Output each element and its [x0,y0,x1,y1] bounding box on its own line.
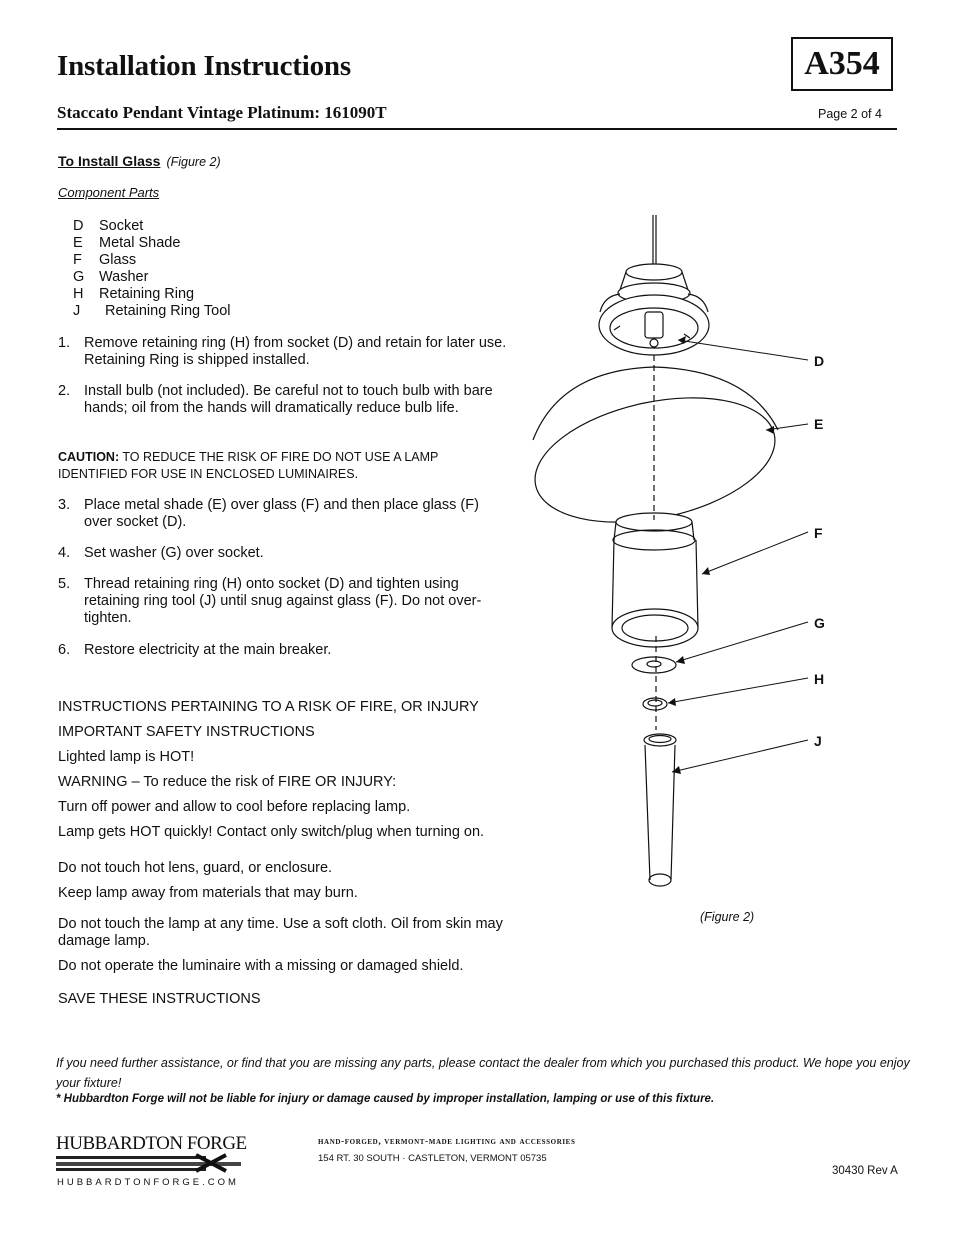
figure-label-j: J [814,733,822,749]
hubbardton-forge-logo [56,1134,248,1174]
washer-part [632,657,676,673]
leader-line-d [678,340,808,360]
document-code: A354 [804,45,880,82]
figure-label-h: H [814,671,825,687]
section-figure-ref: (Figure 2) [166,155,221,169]
safety-line: Lighted lamp is HOT! [58,749,195,765]
safety-line: Do not touch hot lens, guard, or enclosure. [58,860,333,876]
assistance-note: If you need further assistance, or find that you are missing any parts, please contact the dealer from which you purchased this product. We hope you enjoy your fixture! [56,1056,910,1090]
safety-line: INSTRUCTIONS PERTAINING TO A RISK OF FIRE, OR INJURY [58,699,479,715]
socket-part [599,264,709,355]
component-item: H Retaining Ring [73,286,195,302]
safety-line: Do not operate the luminaire with a missing or damaged shield. [58,958,464,974]
brand-name: HUBBARDTON FORGE [56,1133,247,1154]
figure-label-d: D [814,353,825,369]
safety-line: Lamp gets HOT quickly! Contact only switch/plug when turning on. [58,824,485,840]
caution-note [58,449,508,483]
component-item: D Socket [73,218,144,234]
leader-line-j [672,740,808,772]
safety-line: WARNING – To reduce the risk of FIRE OR INJURY: [58,774,397,790]
instruction-step: 3. Place metal shade (E) over glass (F) and then place glass (F) over socket (D). [58,497,479,530]
component-parts-heading: Component Parts [58,185,160,200]
company-tagline: hand-forged, vermont-made lighting and accessories [318,1137,576,1147]
page-number: Page 2 of 4 [818,107,882,121]
liability-note: * Hubbardton Forge will not be liable for injury or damage caused by improper installation, lamping or use of this fixture. [56,1093,715,1105]
section-heading [58,153,221,169]
retaining-ring-part [643,698,667,710]
figure-label-e: E [814,416,824,432]
safety-line: IMPORTANT SAFETY INSTRUCTIONS [58,724,315,740]
safety-line: Do not touch the lamp at any time. Use a soft cloth. Oil from skin may damage lamp. [58,916,503,949]
logo-hammered-bar [56,1153,248,1173]
instruction-step: 4. Set washer (G) over socket. [58,545,264,561]
instruction-step: 6. Restore electricity at the main breaker. [58,642,332,658]
leader-line-h [668,678,808,703]
section-title: To Install Glass [58,153,161,169]
document-code-box [791,37,893,91]
glass-part [612,513,698,647]
caution-label: CAUTION: [58,450,120,464]
website-url: HUBBARDTONFORGE.COM [57,1177,239,1188]
safety-line: Keep lamp away from materials that may burn. [58,885,358,901]
component-item: G Washer [73,269,149,285]
component-item: F Glass [73,252,137,268]
instruction-step: 1. Remove retaining ring (H) from socket (D) and retain for later use. Retaining Ring is shipped installed. [58,335,507,368]
instruction-step: 5. Thread retaining ring (H) onto socket (D) and tighten using retaining ring tool (J) until snug against glass (F). Do not over-tighten. [58,576,482,626]
figure-caption: (Figure 2) [700,910,755,924]
revision-number: 30430 Rev A [832,1165,898,1177]
document-title: Installation Instructions [57,50,351,82]
leader-line-f [702,532,808,574]
component-item: J Retaining Ring Tool [73,303,231,319]
component-item: E Metal Shade [73,235,181,251]
safety-line: Turn off power and allow to cool before replacing lamp. [58,799,411,815]
figure-label-f: F [814,525,823,541]
product-subtitle: Staccato Pendant Vintage Platinum: 161090T [57,103,387,122]
figure-label-g: G [814,615,825,631]
company-address: 154 RT. 30 SOUTH · CASTLETON, VERMONT 05735 [318,1153,547,1164]
caution-text: TO REDUCE THE RISK OF FIRE DO NOT USE A LAMP IDENTIFIED FOR USE IN ENCLOSED LUMINAIRES. [58,450,439,481]
safety-line: SAVE THESE INSTRUCTIONS [58,991,261,1007]
retaining-ring-tool-part [644,734,676,886]
exploded-diagram [520,210,840,900]
header-rule [57,128,897,130]
instruction-step: 2. Install bulb (not included). Be careful not to touch bulb with bare hands; oil from the hands will dramatically reduce bulb life. [58,383,493,416]
